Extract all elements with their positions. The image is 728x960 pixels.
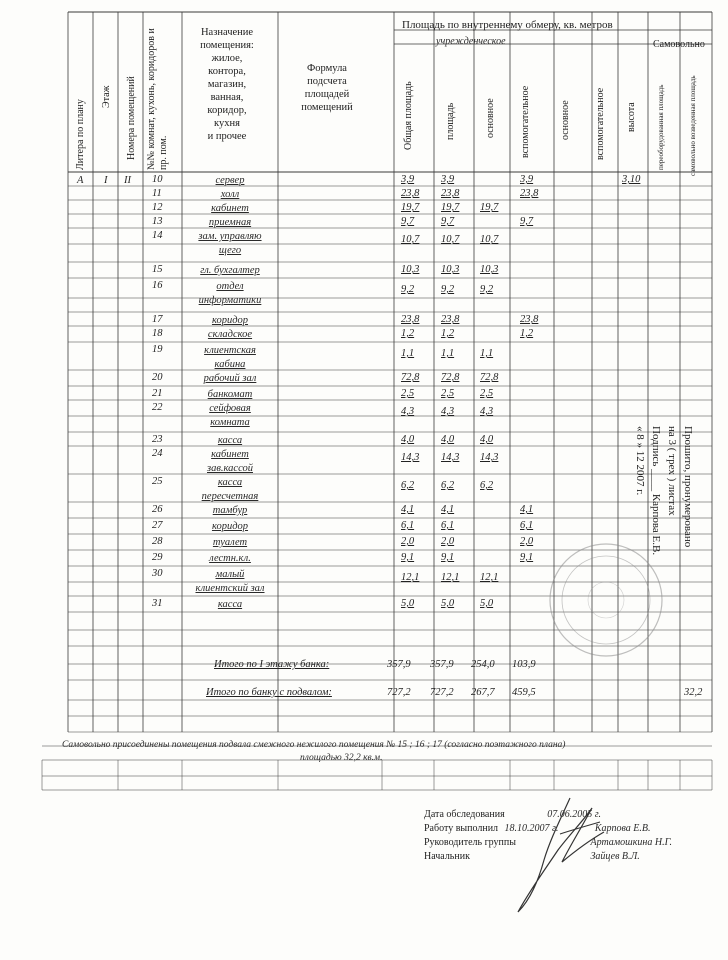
room-name <box>182 504 278 517</box>
room-name-line: отдел <box>216 281 244 292</box>
room-name-line: сервер <box>215 175 245 186</box>
total-area: 23,8 <box>401 314 420 325</box>
header-area-title: Площадь по внутреннему обмеру, кв. метров <box>402 19 613 31</box>
aux-area: 9,7 <box>520 216 534 227</box>
room-number: 18 <box>152 328 163 339</box>
header-komnat: №№ комнат, кухонь, коридоров и пр. пом. <box>146 28 169 170</box>
total-area: 6,1 <box>401 520 415 531</box>
date-label: Дата обследования <box>424 809 505 820</box>
room-number: 30 <box>152 568 163 579</box>
room-name-line: кабинет <box>211 203 249 214</box>
main-area: 72,8 <box>480 372 499 383</box>
room-name-line: касса <box>217 599 243 610</box>
aux-area: 23,8 <box>520 188 539 199</box>
room-number: 20 <box>152 372 163 383</box>
main-area: 4,0 <box>480 434 494 445</box>
done-name: Карпова Е.В. <box>594 823 651 834</box>
room-name <box>182 344 278 372</box>
total-area: 4,3 <box>401 406 415 417</box>
room-name-line: щего <box>218 245 242 256</box>
main-area: 1,1 <box>480 348 494 359</box>
header-formula <box>282 62 372 114</box>
header-naznachenie <box>186 26 268 143</box>
binding-stamp <box>632 426 696 555</box>
room-name <box>182 568 278 596</box>
area-value: 3,9 <box>441 174 455 185</box>
totals-label: Итого по I этажу банка: <box>214 659 330 670</box>
main-area: 12,1 <box>480 572 499 583</box>
total-area: 9,1 <box>401 552 415 563</box>
room-name-line: зам. управляю <box>198 231 262 242</box>
main-area: 19,7 <box>480 202 499 213</box>
room-name-line: коридор <box>211 315 249 326</box>
room-number: 28 <box>152 536 163 547</box>
chief-name: Зайцев В.Л. <box>590 851 640 862</box>
cell-litera: А <box>77 175 84 186</box>
main-area: 10,3 <box>480 264 499 275</box>
lead-name: Артамошкина Н.Г. <box>590 837 673 848</box>
signature-icon <box>500 790 620 920</box>
area-value: 10,3 <box>441 264 460 275</box>
room-number: 15 <box>152 264 163 275</box>
header-naznachenie-line: кухня <box>214 118 240 129</box>
room-name-line: клиентский зал <box>195 583 265 594</box>
total-area: 4,0 <box>401 434 415 445</box>
header-osnovnoe-2: основное <box>560 100 571 140</box>
room-number: 22 <box>152 402 163 413</box>
room-name-line: лестн.кл. <box>209 553 251 564</box>
header-naznachenie-line: помещения: <box>200 40 254 51</box>
room-name-line: малый <box>215 569 245 580</box>
aux-area: 6,1 <box>520 520 534 531</box>
totals-total: 357,9 <box>387 659 411 670</box>
room-name-line: комната <box>210 417 250 428</box>
room-name <box>182 230 278 258</box>
room-name <box>182 264 278 277</box>
room-number: 13 <box>152 216 163 227</box>
aux-area: 2,0 <box>520 536 534 547</box>
room-name <box>182 520 278 533</box>
room-name <box>182 388 278 401</box>
totals-area: 357,9 <box>430 659 454 670</box>
area-value: 10,7 <box>441 234 460 245</box>
totals-area: 727,2 <box>430 687 454 698</box>
area-value: 1,1 <box>441 348 455 359</box>
header-naznachenie-line: и прочее <box>207 131 247 142</box>
total-area: 10,3 <box>401 264 420 275</box>
header-naznachenie-line: жилое, <box>211 53 243 64</box>
room-number: 31 <box>152 598 163 609</box>
room-name <box>182 314 278 327</box>
room-name-line: информатики <box>198 295 262 306</box>
area-value: 1,2 <box>441 328 455 339</box>
area-value: 23,8 <box>441 314 460 325</box>
room-name-line: складское <box>207 329 253 340</box>
main-area: 14,3 <box>480 452 499 463</box>
header-litera: Литера по плану <box>75 99 86 170</box>
room-name <box>182 188 278 201</box>
header-vspom: вспомогательное <box>520 85 531 158</box>
total-area: 9,2 <box>401 284 415 295</box>
main-area: 9,2 <box>480 284 494 295</box>
room-name <box>182 552 278 565</box>
room-name <box>182 174 278 187</box>
room-name-line: касса <box>217 477 243 488</box>
header-formula-line: Формула <box>307 63 347 74</box>
totals-aux: 459,5 <box>512 687 536 698</box>
main-area: 2,5 <box>480 388 494 399</box>
header-vysota: высота <box>626 102 637 132</box>
total-area: 72,8 <box>401 372 420 383</box>
totals-total: 727,2 <box>387 687 411 698</box>
room-name <box>182 476 278 504</box>
room-number: 25 <box>152 476 163 487</box>
area-value: 12,1 <box>441 572 460 583</box>
room-name-line: кабинет <box>211 449 249 460</box>
totals-main: 267,7 <box>471 687 495 698</box>
room-name-line: банкомат <box>207 389 253 400</box>
stamp-line-2: на 3 ( трех ) листах <box>666 426 678 516</box>
room-name-line: туалет <box>212 537 248 548</box>
totals-label: Итого по банку с подвалом: <box>206 687 332 698</box>
header-naznachenie-line: коридор, <box>207 105 247 116</box>
room-name-line: касса <box>217 435 243 446</box>
room-name <box>182 216 278 229</box>
header-naznachenie-line: контора, <box>208 66 246 77</box>
room-name <box>182 448 278 476</box>
area-value: 23,8 <box>441 188 460 199</box>
room-name-line: коридор <box>211 521 249 532</box>
room-name <box>182 280 278 308</box>
total-area: 14,3 <box>401 452 420 463</box>
total-area: 1,1 <box>401 348 415 359</box>
room-name-line: приемная <box>208 217 252 228</box>
area-value: 9,1 <box>441 552 455 563</box>
room-name-line: зав.кассой <box>207 463 253 474</box>
header-obshaya: Общая площадь <box>403 81 414 150</box>
room-number: 11 <box>152 188 162 199</box>
total-area: 23,8 <box>401 188 420 199</box>
total-area: 2,5 <box>401 388 415 399</box>
area-value: 2,5 <box>441 388 455 399</box>
header-osnovnoe: основное <box>485 98 496 138</box>
room-name-line: тамбур <box>212 505 248 516</box>
area-value: 5,0 <box>441 598 455 609</box>
room-name-line: гл. бухгалтер <box>200 265 260 276</box>
room-name <box>182 598 278 611</box>
room-number: 19 <box>152 344 163 355</box>
stamp-line-4: « 8 » 12 2007 г. <box>634 426 646 496</box>
room-name-line: клиентская <box>204 345 256 356</box>
room-number: 27 <box>152 520 163 531</box>
lead-label: Руководитель группы <box>424 837 516 848</box>
main-area: 10,7 <box>480 234 499 245</box>
area-value: 19,7 <box>441 202 460 213</box>
room-number: 16 <box>152 280 163 291</box>
total-area: 9,7 <box>401 216 415 227</box>
header-formula-line: подсчета <box>307 76 347 87</box>
room-name <box>182 372 278 385</box>
area-value: 72,8 <box>441 372 460 383</box>
total-area: 1,2 <box>401 328 415 339</box>
room-name <box>182 434 278 447</box>
room-name-line: пересчетная <box>201 491 259 502</box>
total-area: 6,2 <box>401 480 415 491</box>
room-number: 29 <box>152 552 163 563</box>
round-seal <box>546 540 666 660</box>
area-value: 4,3 <box>441 406 455 417</box>
aux-area: 9,1 <box>520 552 534 563</box>
room-name <box>182 202 278 215</box>
area-value: 9,2 <box>441 284 455 295</box>
room-number: 21 <box>152 388 163 399</box>
header-formula-line: помещений <box>301 102 353 113</box>
room-name-line: холл <box>220 189 240 200</box>
height-value: 3,10 <box>622 174 641 185</box>
total-area: 12,1 <box>401 572 420 583</box>
total-area: 19,7 <box>401 202 420 213</box>
room-name-line: сейфовая <box>209 403 251 414</box>
total-area: 3,9 <box>401 174 415 185</box>
header-group-uchr: учрежденческое <box>436 36 506 47</box>
room-number: 26 <box>152 504 163 515</box>
header-formula-line: площадей <box>304 89 350 100</box>
room-number: 17 <box>152 314 163 325</box>
room-number: 10 <box>152 174 163 185</box>
header-samov-1: переоборудованная площадь <box>657 84 665 170</box>
area-value: 2,0 <box>441 536 455 547</box>
room-name <box>182 402 278 430</box>
main-area: 6,2 <box>480 480 494 491</box>
header-nomer: Номера помещений <box>126 76 137 160</box>
area-value: 9,7 <box>441 216 455 227</box>
header-naznachenie-line: Назначение <box>200 27 254 38</box>
totals-extra: 32,2 <box>684 687 703 698</box>
aux-area: 4,1 <box>520 504 534 515</box>
aux-area: 23,8 <box>520 314 539 325</box>
chief-label: Начальник <box>424 851 470 862</box>
stamp-line-3: Подпись ____ Карпова Е.В. <box>650 426 662 556</box>
total-area: 5,0 <box>401 598 415 609</box>
note-line-1: Самовольно присоединены помещения подвала смежного нежилого помещения № 15 ; 16 ; 17 (согласно поэтажного плана) <box>62 740 566 750</box>
stamp-line-1: Прошито, пронумеровано <box>682 426 694 548</box>
total-area: 10,7 <box>401 234 420 245</box>
area-value: 14,3 <box>441 452 460 463</box>
area-value: 6,2 <box>441 480 455 491</box>
cell-etazh: I <box>104 175 108 186</box>
totals-aux: 103,9 <box>512 659 536 670</box>
header-naznachenie-line: магазин, <box>207 79 247 90</box>
header-etazh: Этаж <box>101 85 112 108</box>
room-name-line: кабина <box>214 359 246 370</box>
area-value: 6,1 <box>441 520 455 531</box>
header-vspom-2: вспомогательное <box>595 87 606 160</box>
aux-area: 3,9 <box>520 174 534 185</box>
aux-area: 1,2 <box>520 328 534 339</box>
header-naznachenie-line: ванная, <box>210 92 244 103</box>
main-area: 4,3 <box>480 406 494 417</box>
room-number: 23 <box>152 434 163 445</box>
header-samov-2: самовольно возведенная площадь <box>689 75 697 176</box>
cell-nomer: II <box>124 175 131 186</box>
totals-main: 254,0 <box>471 659 495 670</box>
room-name <box>182 328 278 341</box>
room-number: 12 <box>152 202 163 213</box>
note-line-2: площадью 32,2 кв.м. <box>300 753 383 763</box>
area-value: 4,1 <box>441 504 455 515</box>
done-value: 18.10.2007 г. <box>504 823 559 834</box>
main-area: 5,0 <box>480 598 494 609</box>
header-group-samov: Самовольно <box>653 39 705 50</box>
area-value: 4,0 <box>441 434 455 445</box>
room-name <box>182 536 278 549</box>
room-name-line: рабочий зал <box>203 373 257 384</box>
room-number: 14 <box>152 230 163 241</box>
date-value: 07.06.2005 г. <box>547 809 601 820</box>
room-number: 24 <box>152 448 163 459</box>
done-label: Работу выполнил <box>424 823 499 834</box>
total-area: 4,1 <box>401 504 415 515</box>
total-area: 2,0 <box>401 536 415 547</box>
header-ploshad: площадь <box>445 102 456 140</box>
